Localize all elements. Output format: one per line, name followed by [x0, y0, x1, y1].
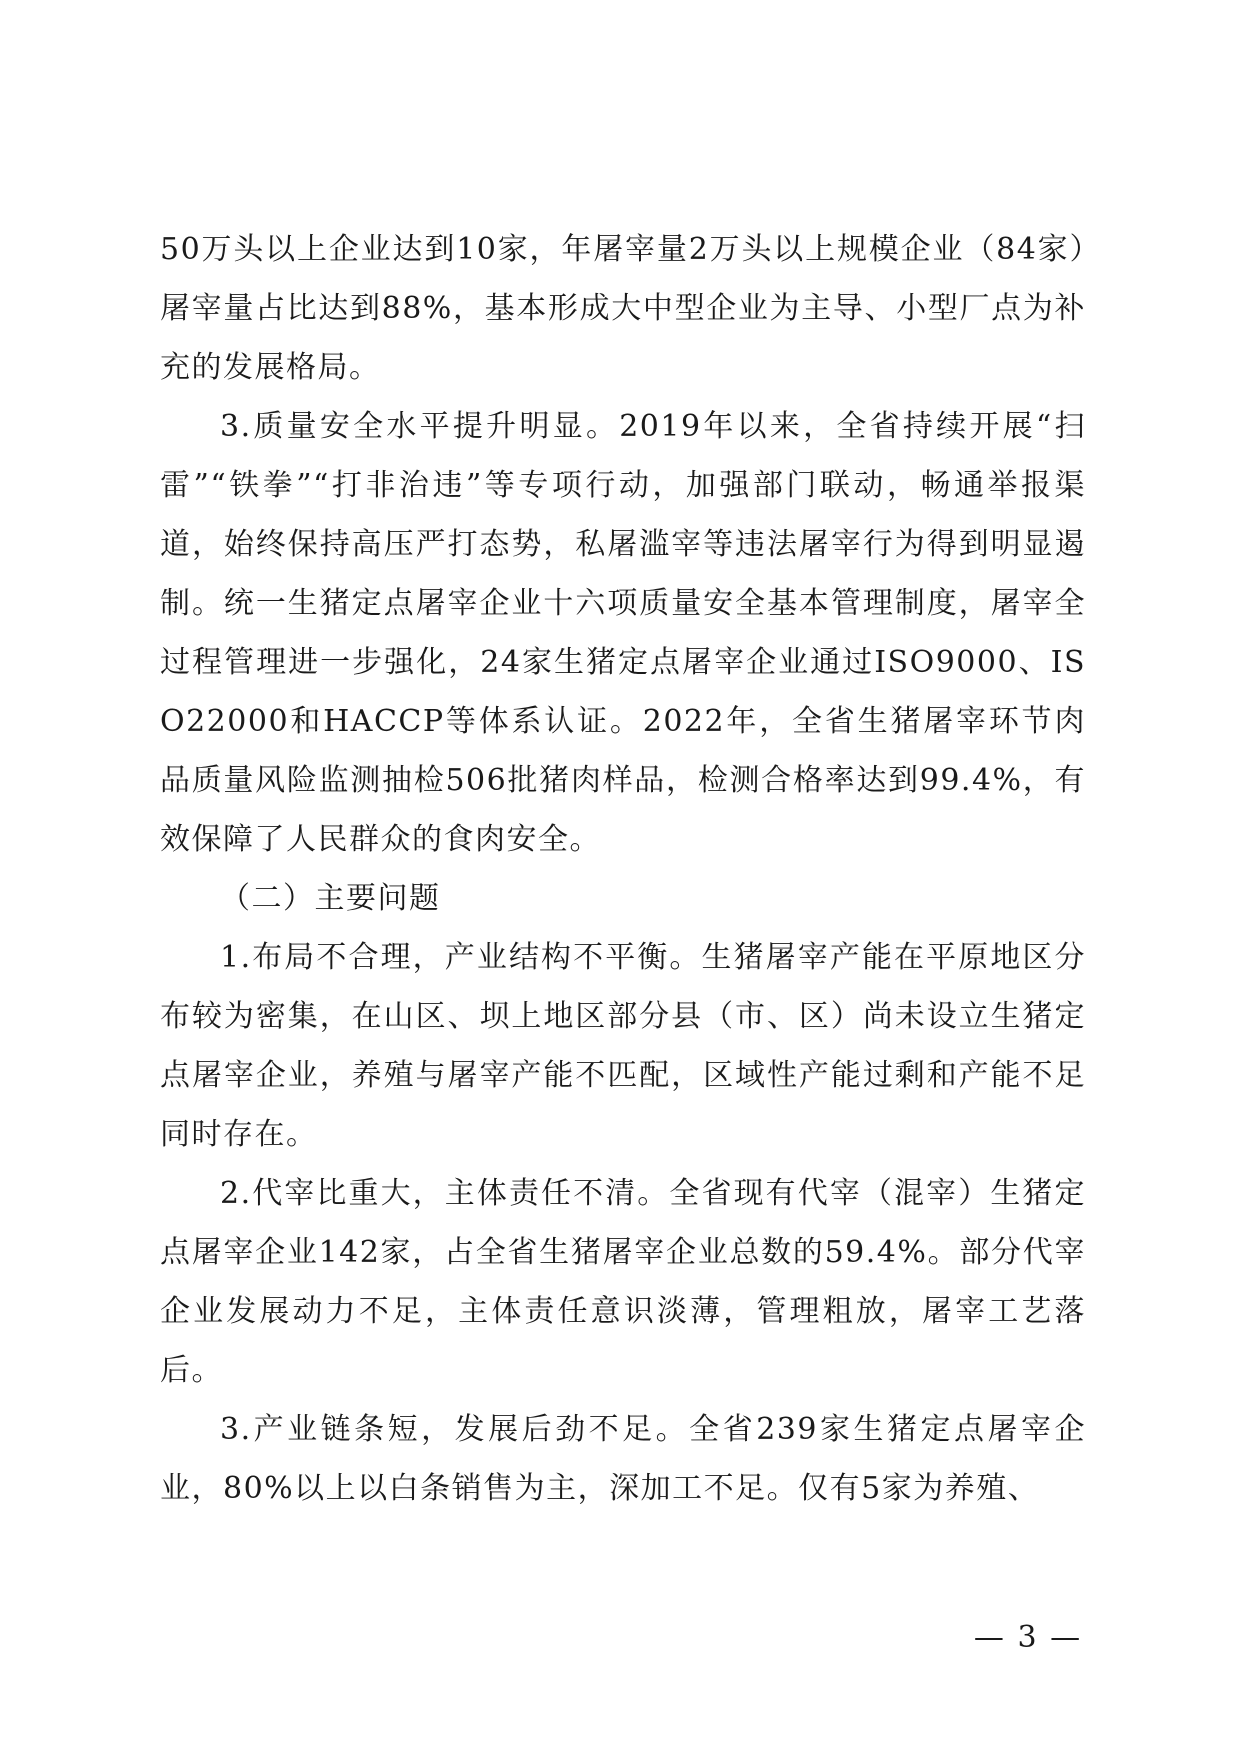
paragraph-scale-enterprises: 50万头以上企业达到10家，年屠宰量2万头以上规模企业（84家）屠宰量占比达到88%，基本形成大中型企业为主导、小型厂点为补充的发展格局。 — [160, 232, 1086, 385]
paragraph-problem-industry-chain: 3.产业链条短，发展后劲不足。全省239家生猪定点屠宰企业，80%以上以白条销售为主，深加工不足。仅有5家为养殖、 — [160, 1412, 1086, 1506]
document-body — [160, 220, 1086, 1518]
page-number: — 3 — — [973, 1620, 1083, 1655]
section-heading-main-problems: （二）主要问题 — [220, 881, 441, 916]
paragraph-problem-layout: 1.布局不合理，产业结构不平衡。生猪屠宰产能在平原地区分布较为密集，在山区、坝上地区部分县（市、区）尚未设立生猪定点屠宰企业，养殖与屠宰产能不匹配，区域性产能过剩和产能不足同时存在。 — [160, 940, 1086, 1152]
paragraph-quality-safety: 3.质量安全水平提升明显。2019年以来，全省持续开展“扫雷”“铁拳”“打非治违”等专项行动，加强部门联动，畅通举报渠道，始终保持高压严打态势，私屠滥宰等违法屠宰行为得到明显遏制。统一生猪定点屠宰企业十六项质量安全基本管理制度，屠宰全过程管理进一步强化，24家生猪定点屠宰企业通过ISO9000、ISO22000和HACCP等体系认证。2022年，全省生猪屠宰环节肉品质量风险监测抽检506批猪肉样品，检测合格率达到99.4%，有效保障了人民群众的食肉安全。 — [160, 409, 1086, 857]
paragraph-problem-proxy-slaughter: 2.代宰比重大，主体责任不清。全省现有代宰（混宰）生猪定点屠宰企业142家，占全省生猪屠宰企业总数的59.4%。部分代宰企业发展动力不足，主体责任意识淡薄，管理粗放，屠宰工艺落后。 — [160, 1176, 1086, 1388]
